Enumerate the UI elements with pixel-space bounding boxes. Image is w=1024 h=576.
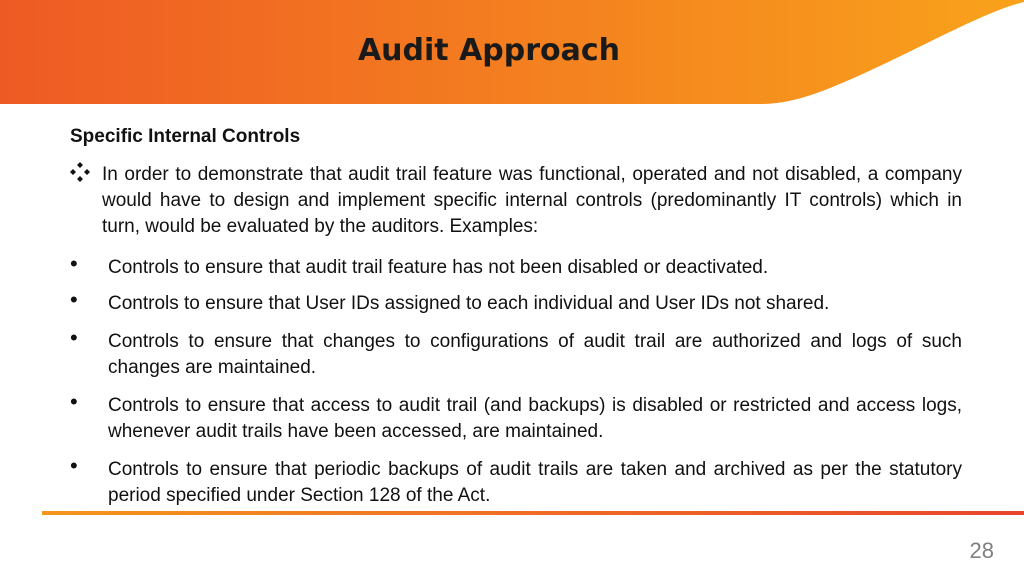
- bullet-dot: •: [70, 251, 78, 276]
- diamond-bullet-icon: [70, 162, 90, 182]
- bullet-dot: •: [70, 325, 78, 350]
- bullet-item: [70, 389, 962, 445]
- bullet-dot: •: [70, 287, 78, 312]
- bullet-text: Controls to ensure that audit trail feature has not been disabled or deactivated.: [108, 257, 769, 278]
- bullet-item: [70, 325, 962, 381]
- bullet-dot: •: [70, 389, 78, 414]
- slide-title: Audit Approach: [357, 33, 621, 68]
- bullet-text: Controls to ensure that changes to configurations of audit trail are authorized and logs of such changes are maintained.: [108, 331, 962, 378]
- footer-rule: [42, 511, 1024, 515]
- section-subheading: Specific Internal Controls: [70, 126, 301, 147]
- bullet-item: [70, 251, 962, 281]
- bullet-text: Controls to ensure that access to audit trail (and backups) is disabled or restricted and access logs, whenever audit trails have been accessed, are maintained.: [108, 395, 962, 442]
- bullet-item: [70, 287, 962, 317]
- bullet-dot: •: [70, 453, 78, 478]
- page-number: 28: [969, 538, 994, 563]
- intro-paragraph: [70, 162, 962, 240]
- bullet-item: [70, 453, 962, 509]
- bullet-text: Controls to ensure that periodic backups of audit trails are taken and archived as per the statutory period specified under Section 128 of the Act.: [108, 459, 962, 506]
- intro-text: In order to demonstrate that audit trail feature was functional, operated and not disabled, a company would have to design and implement specific internal controls (predominantly IT controls) which in turn, would be evaluated by the auditors. Examples:: [102, 164, 962, 237]
- bullet-text: Controls to ensure that User IDs assigned to each individual and User IDs not shared.: [108, 293, 830, 314]
